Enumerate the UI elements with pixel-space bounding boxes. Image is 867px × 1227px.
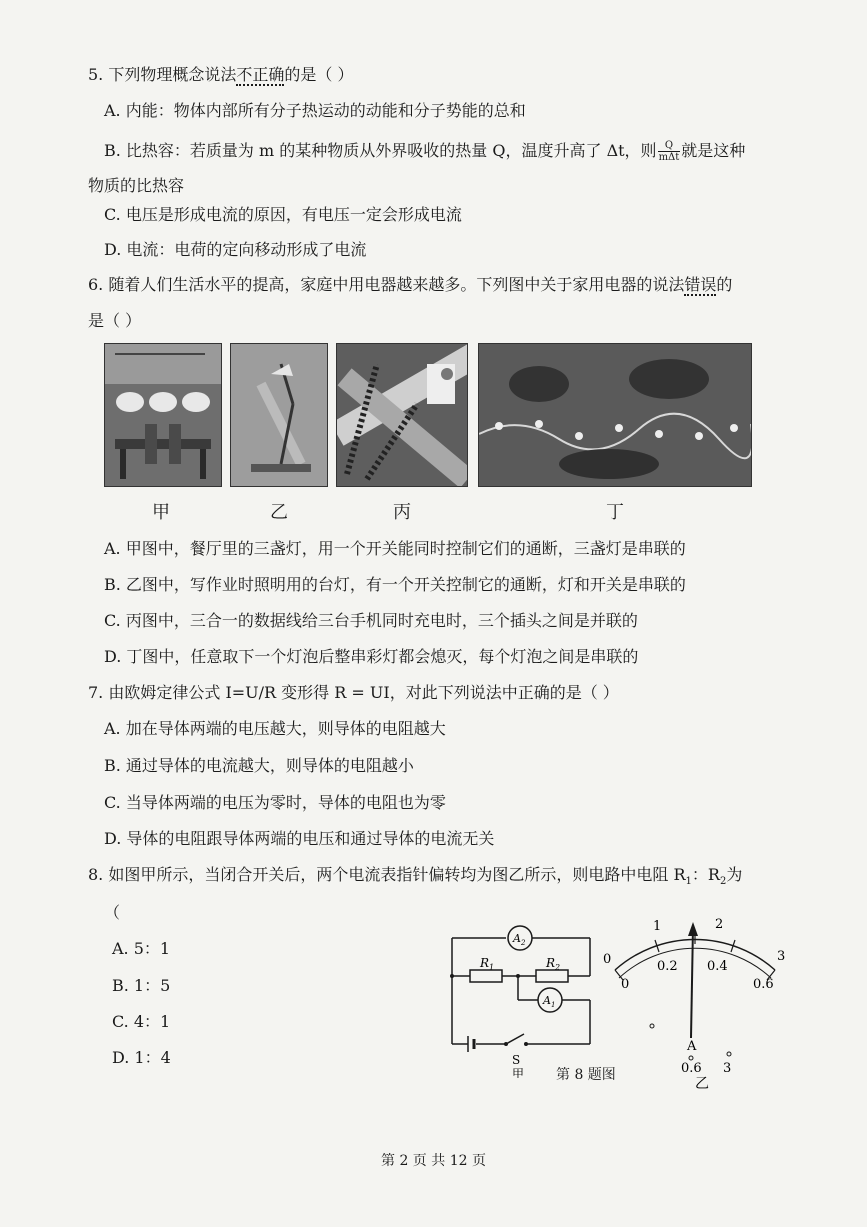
q5-option-d: D. 电流：电荷的定向移动形成了电流	[104, 240, 367, 259]
photo-label-jia: 甲	[152, 502, 170, 523]
switch-label: S	[512, 1053, 521, 1067]
dial-bottom-tick-0: 0	[621, 977, 630, 992]
photo-bing-charging-cable	[336, 343, 468, 487]
resistor-r1-label: $R_1$	[480, 956, 495, 972]
q5-option-a: A. 内能：物体内部所有分子热运动的动能和分子势能的总和	[104, 101, 526, 120]
q6-emphasis: 错误	[684, 275, 717, 294]
dial-label-yi: 乙	[695, 1076, 709, 1090]
q7-stem: 7. 由欧姆定律公式 I=U/R 变形得 R = UI，对此下列说法中正确的是（ ）	[88, 683, 619, 702]
q8-stem: 8. 如图甲所示，当闭合开关后，两个电流表指针偏转均为图乙所示，则电路中电阻 $R_1$：$R_2$为	[88, 865, 743, 888]
circuit-label-jia: 甲	[512, 1067, 525, 1078]
q6-option-b: B. 乙图中，写作业时照明用的台灯，有一个开关控制它的通断，灯和开关是串联的	[104, 575, 686, 594]
q7-option-a: A. 加在导体两端的电压越大，则导体的电阻越大	[104, 719, 446, 738]
q6-option-c: C. 丙图中，三合一的数据线给三台手机同时充电时，三个插头之间是并联的	[104, 611, 638, 630]
dial-top-tick-3: 3	[777, 949, 786, 964]
photo-label-ding: 丁	[606, 502, 624, 523]
photo-jia-dining-lamps	[104, 343, 222, 487]
q7-option-c: C. 当导体两端的电压为零时，导体的电阻也为零	[104, 793, 446, 812]
resistor-r2-label: $R_2$	[546, 956, 561, 972]
q8-option-a: A. 5：1	[112, 939, 171, 958]
figure-caption: 第 8 题图	[556, 1067, 616, 1083]
ammeter-a2-label: $A_2$	[513, 932, 526, 947]
q5-stem: 5. 下列物理概念说法不正确的是（ ）	[88, 65, 354, 84]
photo-ding-string-lights	[478, 343, 752, 487]
dial-top-tick-1: 1	[653, 919, 662, 934]
dial-unit: A	[687, 1039, 697, 1054]
q8-stem-cont: （	[104, 903, 121, 922]
dial-top-tick-0: 0	[603, 952, 612, 967]
dial-terminal-0-6: 0.6	[681, 1061, 702, 1076]
q7-option-d: D. 导体的电阻跟导体两端的电压和通过导体的电流无关	[104, 829, 495, 848]
circuit-diagram	[440, 918, 610, 1078]
q6-option-d: D. 丁图中，任意取下一个灯泡后整串彩灯都会熄灭，每个灯泡之间是串联的	[104, 647, 639, 666]
dial-top-tick-2: 2	[715, 917, 724, 932]
ammeter-a1-label: $A_1$	[543, 994, 556, 1009]
dial-bottom-tick-1: 0.2	[657, 959, 678, 974]
photo-label-yi: 乙	[270, 502, 288, 523]
q5-option-b: B. 比热容：若质量为 m 的某种物质从外界吸收的热量 Q，温度升高了 Δt，则 $\frac{Q}{\text{mΔt}}$ 就是这种	[104, 140, 746, 163]
q8-option-b: B. 1：5	[112, 976, 171, 995]
photo-label-bing: 丙	[393, 502, 411, 523]
q8-option-d: D. 1：4	[112, 1048, 171, 1067]
q6-option-a: A. 甲图中，餐厅里的三盏灯，用一个开关能同时控制它们的通断，三盏灯是串联的	[104, 539, 686, 558]
q8-option-c: C. 4：1	[112, 1012, 171, 1031]
q5-option-c: C. 电压是形成电流的原因，有电压一定会形成电流	[104, 205, 462, 224]
q7-option-b: B. 通过导体的电流越大，则导体的电阻越小	[104, 756, 414, 775]
photo-yi-desk-lamp	[230, 343, 328, 487]
q5-option-b-cont: 物质的比热容	[88, 176, 185, 195]
q5-fraction: $\frac{Q}{\text{mΔt}}$	[658, 140, 680, 163]
page-footer: 第 2 页 共 12 页	[381, 1153, 486, 1169]
dial-bottom-tick-2: 0.4	[707, 959, 728, 974]
q5-emphasis: 不正确	[236, 65, 285, 84]
dial-bottom-tick-3: 0.6	[753, 977, 774, 992]
q6-stem-cont: 是（ ）	[88, 311, 142, 330]
dial-terminal-3: 3	[723, 1061, 732, 1076]
q6-stem: 6. 随着人们生活水平的提高，家庭中用电器越来越多。下列图中关于家用电器的说法错误的	[88, 275, 733, 294]
ammeter-dial	[595, 908, 805, 1090]
